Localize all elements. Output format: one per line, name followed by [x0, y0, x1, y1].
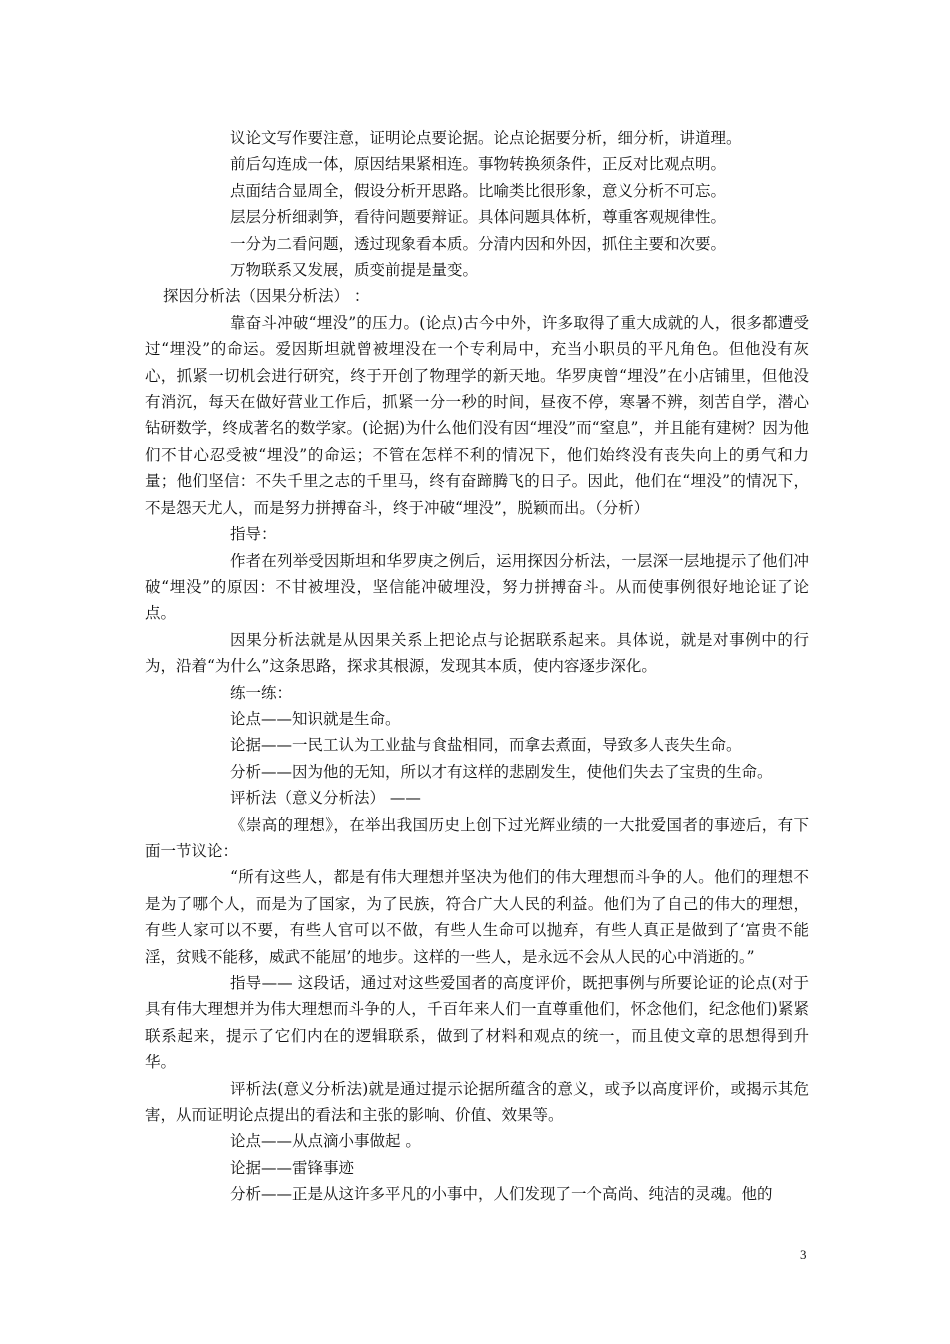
example-quote: “所有这些人，都是有伟大理想并坚决为他们的伟大理想而斗争的人。他们的理想不是为了哪个人，而是为了国家，为了民族，符合广大人民的利益。他们为了自己的伟大的理想，有些人家可以不要，有些人官可以不做，有些人生命可以抛弃，有些人真正是做到了‘富贵不能淫，贫贱不能移，威武不能屈’的地步。这样的一些人，是永远不会从人民的心中消逝的。”	[145, 868, 809, 966]
practice-evidence: 论据——雷锋事迹	[230, 1158, 355, 1177]
practice-analysis: 分析——因为他的无知，所以才有这样的悲剧发生，使他们失去了宝贵的生命。	[230, 762, 773, 781]
section-heading-cause-analysis: 探因分析法（因果分析法） ：	[163, 287, 370, 306]
page-number: 3	[800, 1247, 807, 1262]
practice-evidence: 论据——一民工认为工业盐与食盐相同，而拿去煮面，导致多人丧失生命。	[230, 736, 742, 755]
example-intro: 《崇高的理想》，在举出我国历史上创下过光辉业绩的一大批爱国者的事迹后，有下面一节议论：	[145, 815, 809, 860]
method-definition: 评析法(意义分析法)就是通过提示论据所蕴含的意义，或予以高度评价，或揭示其危害，从而证明论点提出的看法和主张的影响、价值、效果等。	[145, 1079, 809, 1125]
practice-analysis: 分析——正是从这许多平凡的小事中，人们发现了一个高尚、纯洁的灵魂。他的	[230, 1185, 773, 1204]
poem-line: 一分为二看问题，透过现象看本质。分清内因和外因，抓住主要和次要。	[230, 234, 727, 253]
poem-line: 前后勾连成一体，原因结果紧相连。事物转换须条件，正反对比观点明。	[230, 155, 727, 174]
poem-line: 点面结合显周全，假设分析开思路。比喻类比很形象，意义分析不可忘。	[230, 181, 727, 200]
practice-point: 论点——知识就是生命。	[230, 709, 401, 728]
poem-line: 万物联系又发展，质变前提是量变。	[230, 261, 479, 280]
example-paragraph: 靠奋斗冲破“埋没”的压力。(论点)古今中外，许多取得了重大成就的人，很多都遭受过“埋没”的命运。爱因斯坦就曾被埋没在一个专利局中，充当小职员的平凡角色。但他没有灰心，抓紧一切机会进行研究，终于开创了物理学的新天地。华罗庚曾“埋没”在小店铺里，但他没有消沉，每天在做好营业工作后，抓紧一分一秒的时间，昼夜不停，寒暑不辨，刻苦自学，潜心钻研数学，终成著名的数学家。(论据)为什么他们没有因“埋没”而“窒息”，并且能有建树？因为他们不甘心忍受被“埋没”的命运；不管在怎样不利的情况下，他们始终没有丧失向上的勇气和力量；他们坚信：不失千里之志的千里马，终有奋蹄腾飞的日子。因此，他们在“埋没”的情况下，不是怨天尤人，而是努力拼搏奋斗，终于冲破“埋没”，脱颖而出。（分析）	[145, 313, 809, 517]
poem-line: 层层分析细剥笋，看待问题要辩证。具体问题具体析，尊重客观规律性。	[230, 208, 727, 227]
document-body	[145, 125, 809, 1208]
method-definition: 因果分析法就是从因果关系上把论点与论据联系起来。具体说，就是对事例中的行为，沿着“为什么”这条思路，探求其根源，发现其本质，使内容逐步深化。	[145, 630, 809, 676]
poem-line: 议论文写作要注意，证明论点要论据。论点论据要分析，细分析，讲道理。	[230, 129, 742, 147]
guide-label: 指导：	[230, 525, 277, 544]
practice-label: 练一练：	[230, 683, 293, 702]
guide-paragraph: 指导—— 这段话，通过对这些爱国者的高度评价，既把事例与所要论证的论点(对于具有伟大理想并为伟大理想而斗争的人，千百年来人们一直尊重他们，怀念他们，纪念他们)紧紧联系起来，提示了它们内在的逻辑联系，做到了材料和观点的统一，而且使文章的思想得到升华。	[145, 974, 809, 1072]
guide-paragraph: 作者在列举受因斯坦和华罗庚之例后，运用探因分析法，一层深一层地提示了他们冲破“埋没”的原因：不甘被埋没，坚信能冲破埋没，努力拼搏奋斗。从而使事例很好地论证了论点。	[145, 551, 809, 623]
practice-point: 论点——从点滴小事做起 。	[230, 1132, 421, 1151]
section-heading-meaning-analysis: 评析法（意义分析法） ——	[230, 789, 421, 808]
